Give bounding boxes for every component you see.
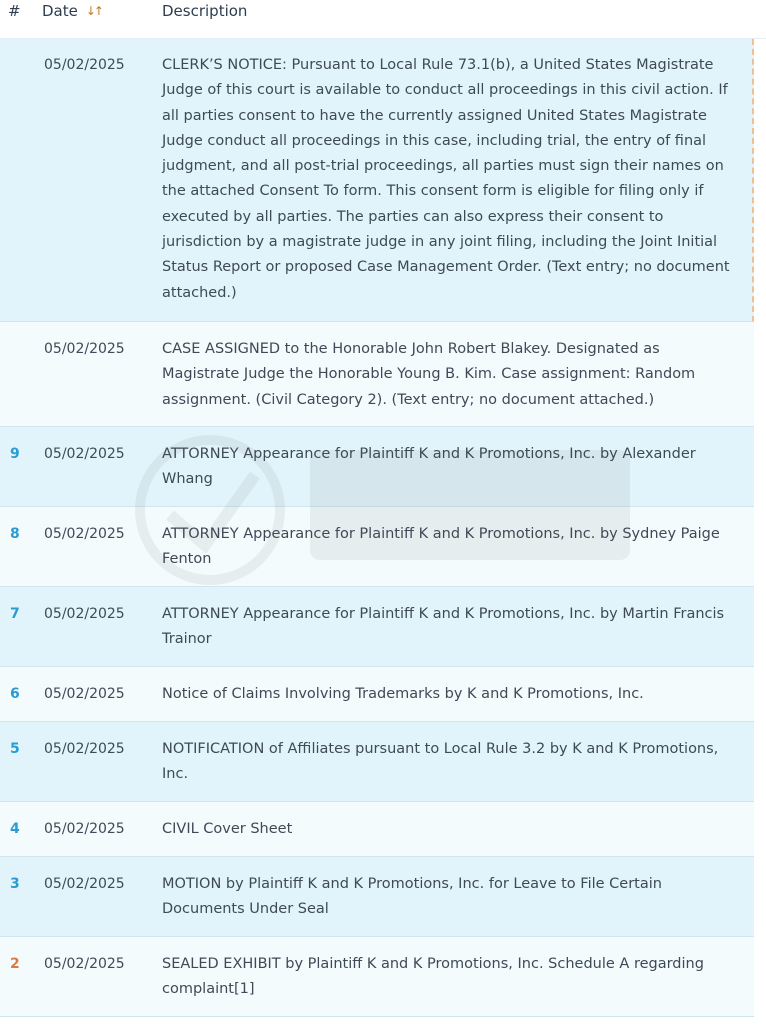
header-description: Description	[162, 2, 248, 20]
entry-number-link[interactable]: 3	[10, 876, 20, 892]
table-row[interactable]	[0, 937, 754, 1017]
entry-description: Notice of Claims Involving Trademarks by K and K Promotions, Inc.	[162, 686, 644, 702]
entry-number-link[interactable]: 2	[10, 956, 20, 972]
table-body	[0, 39, 754, 1017]
table-row[interactable]	[0, 39, 754, 322]
table-header	[0, 0, 766, 39]
entry-date: 05/02/2025	[44, 956, 125, 972]
entry-number-link[interactable]: 7	[10, 606, 20, 622]
header-date[interactable]	[38, 0, 160, 20]
entry-date: 05/02/2025	[44, 341, 125, 357]
header-number: #	[8, 2, 21, 20]
entry-date: 05/02/2025	[44, 821, 125, 837]
entry-date: 05/02/2025	[44, 57, 125, 73]
table-row[interactable]	[0, 587, 754, 667]
entry-number-link[interactable]: 5	[10, 741, 20, 757]
header-date-label: Date	[42, 2, 78, 20]
entry-description: CLERK’S NOTICE: Pursuant to Local Rule 73.1(b), a United States Magistrate Judge of this court is available to conduct all proceedings in this civil action. If all parties consent to have the currently assigned United States Magistrate Judge conduct all proceedings in this case, including trial, the entry of final judgment, and all post-trial proceedings, all parties must sign their names on the attached Consent To form. This consent form is eligible for filing only if executed by all parties. The parties can also express their consent to jurisdiction by a magistrate judge in any joint filing, including the Joint Initial Status Report or proposed Case Management Order. (Text entry; no document attached.)	[162, 57, 730, 301]
entry-number-link[interactable]: 8	[10, 526, 20, 542]
table-row[interactable]	[0, 802, 754, 857]
entry-description: CASE ASSIGNED to the Honorable John Robert Blakey. Designated as Magistrate Judge the Honorable Young B. Kim. Case assignment: Random assignment. (Civil Category 2). (Text entry; no document attached.)	[162, 341, 696, 408]
entry-description: ATTORNEY Appearance for Plaintiff K and K Promotions, Inc. by Alexander Whang	[162, 446, 696, 488]
entry-number-link[interactable]: 4	[10, 821, 20, 837]
entry-date: 05/02/2025	[44, 446, 125, 462]
entry-description: ATTORNEY Appearance for Plaintiff K and K Promotions, Inc. by Martin Francis Trainor	[162, 606, 725, 648]
table-row[interactable]	[0, 857, 754, 937]
sort-icon[interactable]: ↓↑	[85, 4, 102, 18]
table-row[interactable]	[0, 322, 754, 427]
entry-date: 05/02/2025	[44, 526, 125, 542]
table-row[interactable]	[0, 722, 754, 802]
table-row[interactable]	[0, 427, 754, 507]
entry-number-link[interactable]: 9	[10, 446, 20, 462]
table-row[interactable]	[0, 507, 754, 587]
entry-description: ATTORNEY Appearance for Plaintiff K and K Promotions, Inc. by Sydney Paige Fenton	[162, 526, 720, 568]
entry-description: MOTION by Plaintiff K and K Promotions, Inc. for Leave to File Certain Documents Under Seal	[162, 876, 662, 918]
entry-description: CIVIL Cover Sheet	[162, 821, 293, 837]
entry-description: SEALED EXHIBIT by Plaintiff K and K Promotions, Inc. Schedule A regarding complaint[1]	[162, 956, 704, 998]
table-row[interactable]	[0, 667, 754, 722]
entry-description: NOTIFICATION of Affiliates pursuant to Local Rule 3.2 by K and K Promotions, Inc.	[162, 741, 719, 783]
entry-date: 05/02/2025	[44, 686, 125, 702]
entry-date: 05/02/2025	[44, 606, 125, 622]
entry-number-link[interactable]: 6	[10, 686, 20, 702]
entry-date: 05/02/2025	[44, 876, 125, 892]
entry-date: 05/02/2025	[44, 741, 125, 757]
